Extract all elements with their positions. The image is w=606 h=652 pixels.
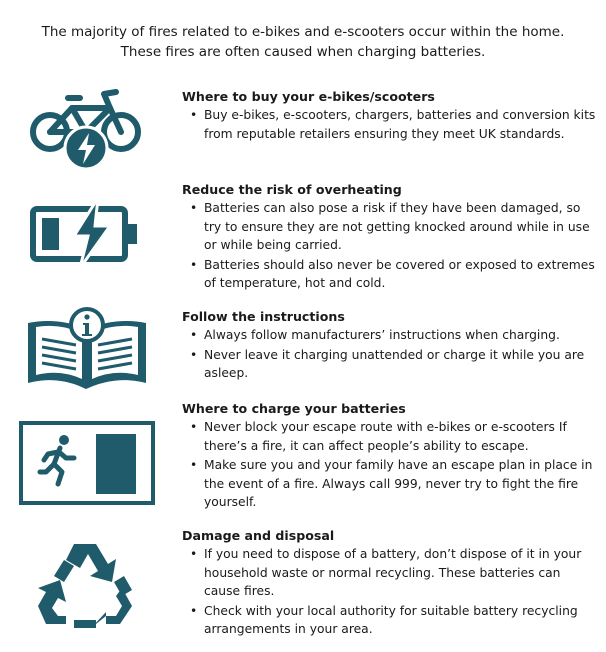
bullet-item: • Buy e-bikes, e-scooters, chargers, batteries and conversion kits from reputable retailers ensuring they meet UK standards. [182, 106, 596, 143]
emergency-exit-icon [18, 420, 156, 506]
bullet-list [182, 199, 596, 293]
section-where-to-charge [182, 401, 596, 513]
bullet-list [182, 326, 596, 383]
section-overheating [182, 182, 596, 294]
bullet-item: • Never block your escape route with e-bikes or e-scooters If there’s a fire, it can affect people’s ability to escape. [182, 418, 596, 455]
bullet-item: • Never leave it charging unattended or charge it while you are asleep. [182, 346, 596, 383]
bullet-list [182, 106, 596, 143]
bullet-list [182, 418, 596, 512]
open-book-info-icon [24, 305, 150, 393]
section-instructions [182, 309, 596, 384]
bullet-list [182, 545, 596, 639]
section-damage-disposal [182, 528, 596, 640]
recycle-icon [36, 536, 136, 630]
bullet-item: • Batteries should also never be covered or exposed to extremes of temperature, hot and cold. [182, 256, 596, 293]
intro-line-2: These fires are often caused when charging batteries. [120, 44, 486, 60]
section-heading: Follow the instructions [182, 309, 345, 324]
bullet-item: • Batteries can also pose a risk if they have been damaged, so try to ensure they are not getting knocked around while in use or while being carried. [182, 199, 596, 255]
intro-text [0, 22, 606, 62]
bullet-item: • Check with your local authority for suitable battery recycling arrangements in your area. [182, 602, 596, 639]
bullet-item: • If you need to dispose of a battery, don’t dispose of it in your household waste or normal recycling. These batteries can cause fires. [182, 545, 596, 601]
section-where-to-buy [182, 89, 596, 144]
section-heading: Damage and disposal [182, 528, 335, 543]
ebike-charge-icon [28, 88, 146, 170]
battery-bolt-icon [30, 196, 142, 270]
section-heading: Where to buy your e-bikes/scooters [182, 89, 435, 104]
section-heading: Where to charge your batteries [182, 401, 406, 416]
section-heading: Reduce the risk of overheating [182, 182, 402, 197]
bullet-item: • Make sure you and your family have an escape plan in place in the event of a fire. Always call 999, never try to fight the fire yourself. [182, 456, 596, 512]
bullet-item: • Always follow manufacturers’ instructions when charging. [182, 326, 596, 345]
intro-line-1: The majority of fires related to e-bikes and e-scooters occur within the home. [41, 24, 565, 40]
